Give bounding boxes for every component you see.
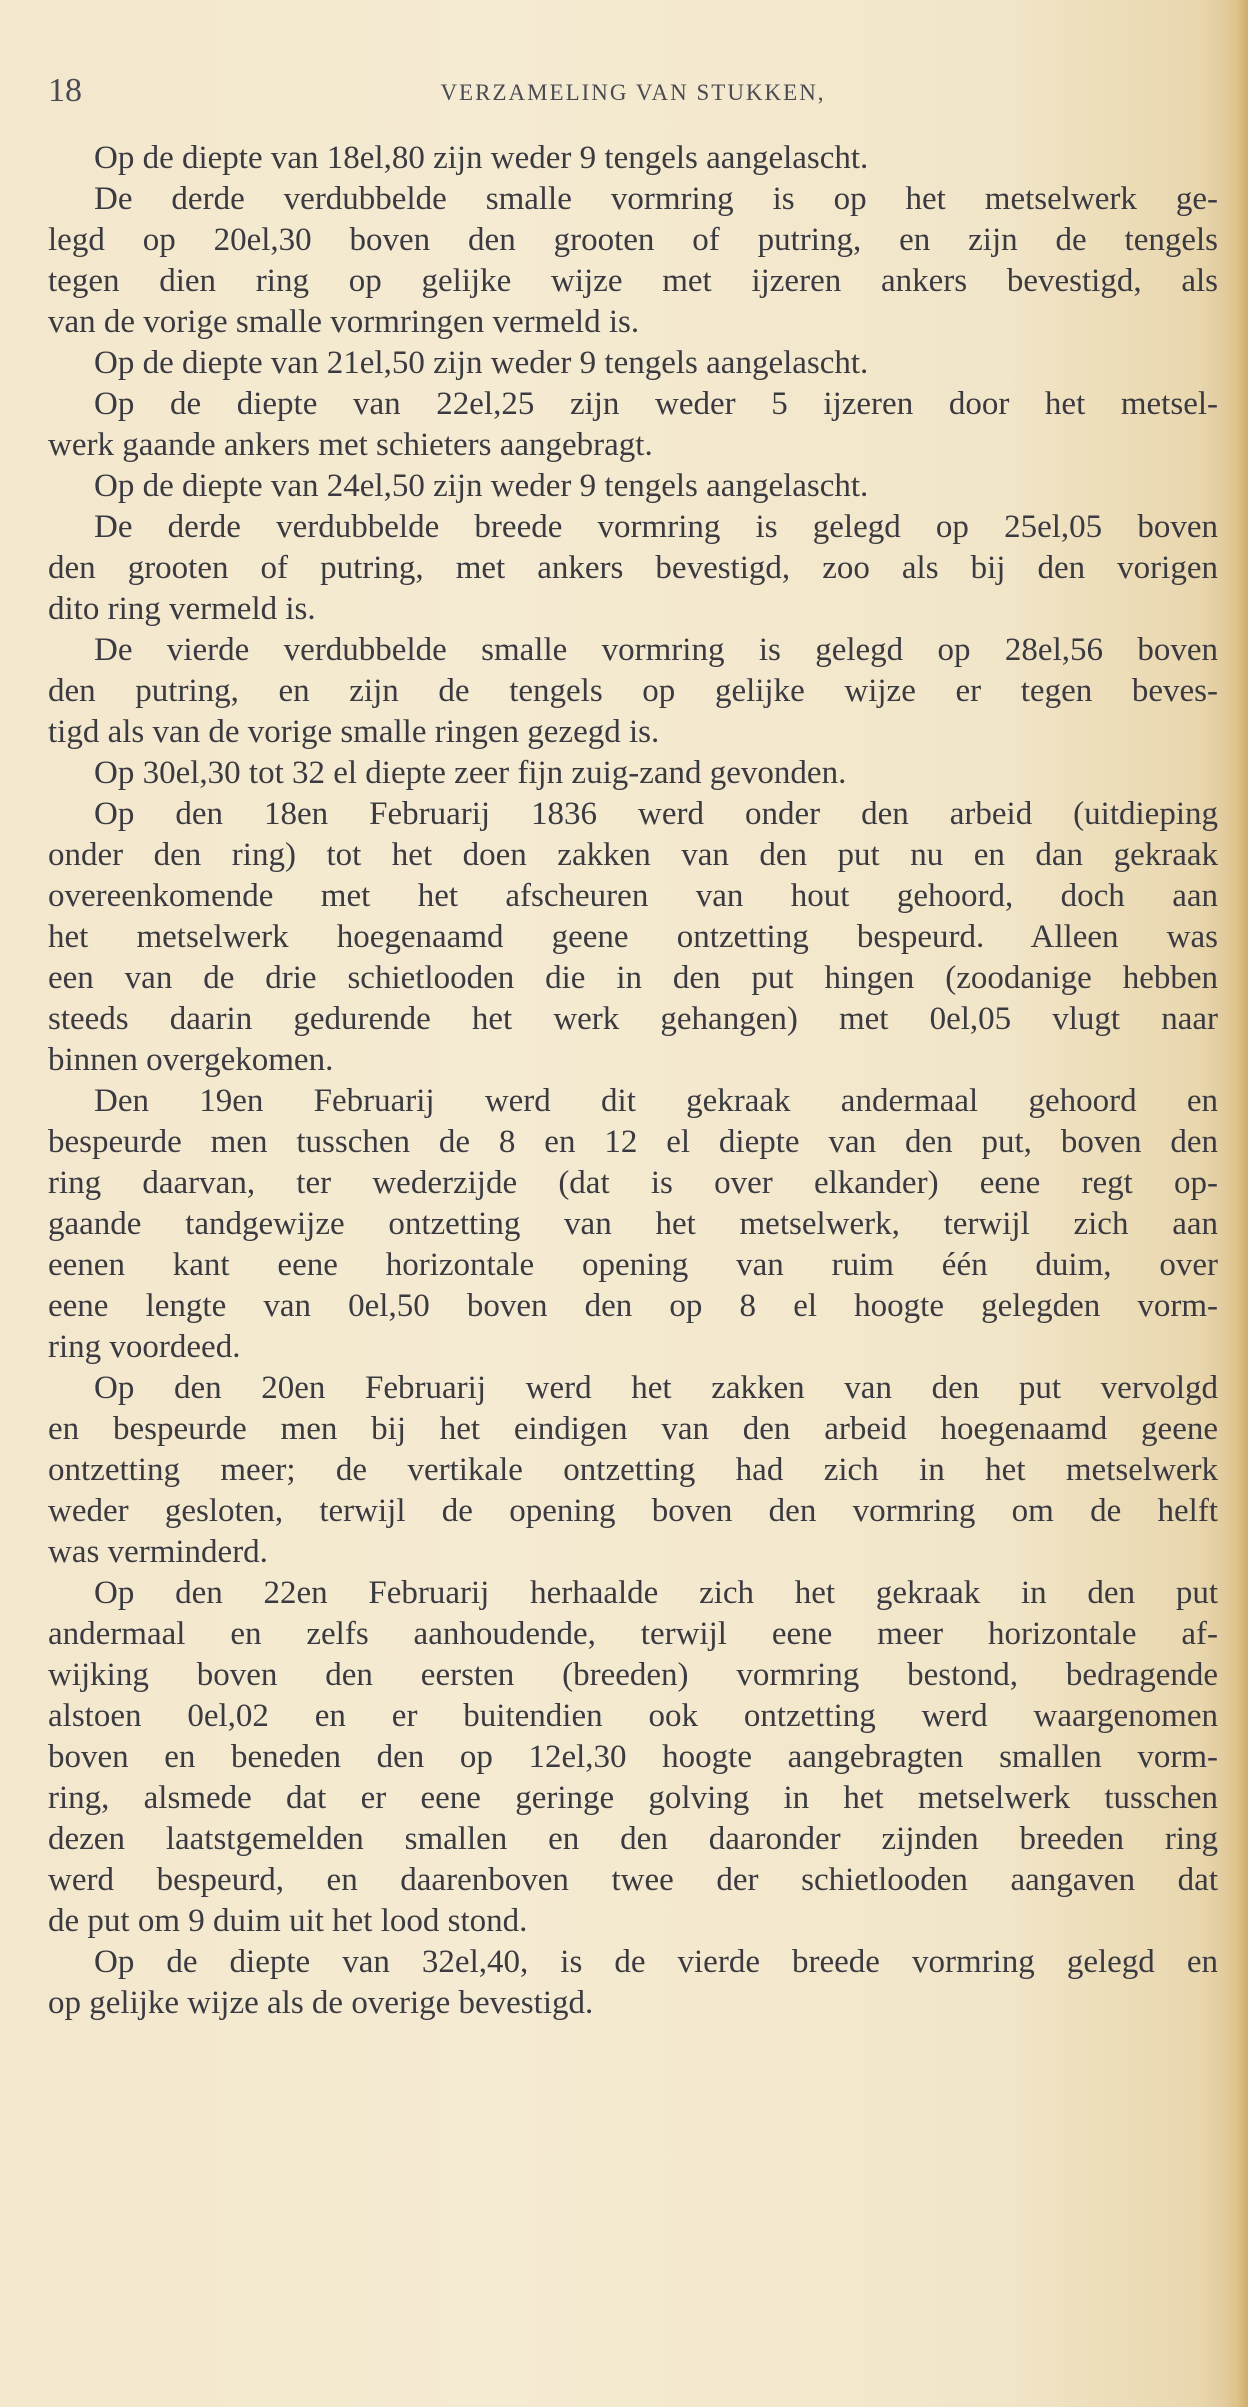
- text-line: den grooten of putring, met ankers bevestigd, zoo als bij den vorigen: [48, 550, 1218, 586]
- text-line: Op den 22en Februarij herhaalde zich het gekraak in den put: [94, 1575, 1218, 1611]
- text-line: eene lengte van 0el,50 boven den op 8 el hoogte gelegden vorm-: [48, 1288, 1218, 1324]
- text-line: boven en beneden den op 12el,30 hoogte aangebragten smallen vorm-: [48, 1739, 1218, 1775]
- text-line: werd bespeurd, en daarenboven twee der schietlooden aangaven dat: [48, 1862, 1218, 1898]
- paragraph: [48, 753, 1218, 794]
- paragraph: [48, 1081, 1218, 1368]
- text-line: het metselwerk hoegenaamd geene ontzetting bespeurd. Alleen was: [48, 919, 1218, 955]
- text-line: tigd als van de vorige smalle ringen gezegd is.: [48, 714, 660, 750]
- text-line: Op den 18en Februarij 1836 werd onder den arbeid (uitdieping: [94, 796, 1218, 832]
- text-line: legd op 20el,30 boven den grooten of putring, en zijn de tengels: [48, 222, 1218, 258]
- text-line: ontzetting meer; de vertikale ontzetting had zich in het metselwerk: [48, 1452, 1218, 1488]
- text-line: dito ring vermeld is.: [48, 591, 316, 627]
- text-line: wijking boven den eersten (breeden) vormring bestond, bedragende: [48, 1657, 1218, 1693]
- text-line: gaande tandgewijze ontzetting van het metselwerk, terwijl zich aan: [48, 1206, 1218, 1242]
- text-line: tegen dien ring op gelijke wijze met ijzeren ankers bevestigd, als: [48, 263, 1218, 299]
- text-line: ring, alsmede dat er eene geringe golving in het metselwerk tusschen: [48, 1780, 1218, 1816]
- text-line: Den 19en Februarij werd dit gekraak andermaal gehoord en: [94, 1083, 1218, 1119]
- text-line: overeenkomende met het afscheuren van hout gehoord, doch aan: [48, 878, 1218, 914]
- page-edge-shadow: [1224, 0, 1248, 2407]
- text-line: was verminderd.: [48, 1534, 268, 1570]
- paragraph: [48, 138, 1218, 179]
- text-line: onder den ring) tot het doen zakken van den put nu en dan gekraak: [48, 837, 1218, 873]
- text-line: werk gaande ankers met schieters aangebragt.: [48, 427, 653, 463]
- text-line: weder gesloten, terwijl de opening boven den vormring om de helft: [48, 1493, 1218, 1529]
- text-line: en bespeurde men bij het eindigen van den arbeid hoegenaamd geene: [48, 1411, 1218, 1447]
- page-number: 18: [48, 72, 82, 109]
- text-line: ring daarvan, ter wederzijde (dat is over elkander) eene regt op-: [48, 1165, 1218, 1201]
- paragraph: [48, 794, 1218, 1081]
- text-line: Op 30el,30 tot 32 el diepte zeer fijn zuig-zand gevonden.: [94, 755, 847, 791]
- text-line: Op de diepte van 32el,40, is de vierde breede vormring gelegd en: [94, 1944, 1218, 1980]
- text-line: Op de diepte van 21el,50 zijn weder 9 tengels aangelascht.: [94, 345, 869, 381]
- paragraph: [48, 179, 1218, 343]
- text-line: steeds daarin gedurende het werk gehangen) met 0el,05 vlugt naar: [48, 1001, 1218, 1037]
- paragraph: [48, 343, 1218, 384]
- text-line: Op den 20en Februarij werd het zakken van den put vervolgd: [94, 1370, 1218, 1406]
- text-line: De derde verdubbelde breede vormring is gelegd op 25el,05 boven: [94, 509, 1218, 545]
- text-line: op gelijke wijze als de overige bevestigd.: [48, 1985, 594, 2021]
- paragraph: [48, 466, 1218, 507]
- text-line: binnen overgekomen.: [48, 1042, 334, 1078]
- text-line: De derde verdubbelde smalle vormring is op het metselwerk ge-: [94, 181, 1218, 217]
- text-line: de put om 9 duim uit het lood stond.: [48, 1903, 528, 1939]
- text-line: Op de diepte van 18el,80 zijn weder 9 tengels aangelascht.: [94, 140, 869, 176]
- paragraph: [48, 1573, 1218, 1942]
- page-header: [48, 72, 1218, 122]
- paragraph: [48, 630, 1218, 753]
- body-text: [48, 138, 1218, 2024]
- text-line: Op de diepte van 24el,50 zijn weder 9 tengels aangelascht.: [94, 468, 869, 504]
- text-line: dezen laatstgemelden smallen en den daaronder zijnden breeden ring: [48, 1821, 1218, 1857]
- text-line: bespeurde men tusschen de 8 en 12 el diepte van den put, boven den: [48, 1124, 1218, 1160]
- running-title: VERZAMELING VAN STUKKEN,: [440, 80, 826, 105]
- text-line: eenen kant eene horizontale opening van ruim één duim, over: [48, 1247, 1218, 1283]
- paragraph: [48, 1942, 1218, 2024]
- text-line: De vierde verdubbelde smalle vormring is gelegd op 28el,56 boven: [94, 632, 1218, 668]
- text-line: den putring, en zijn de tengels op gelijke wijze er tegen beves-: [48, 673, 1218, 709]
- paragraph: [48, 1368, 1218, 1573]
- text-line: van de vorige smalle vormringen vermeld is.: [48, 304, 640, 340]
- text-line: ring voordeed.: [48, 1329, 241, 1365]
- paragraph: [48, 384, 1218, 466]
- paragraph: [48, 507, 1218, 630]
- text-line: een van de drie schietlooden die in den put hingen (zoodanige hebben: [48, 960, 1218, 996]
- text-line: alstoen 0el,02 en er buitendien ook ontzetting werd waargenomen: [48, 1698, 1218, 1734]
- text-line: Op de diepte van 22el,25 zijn weder 5 ijzeren door het metsel-: [94, 386, 1218, 422]
- text-line: andermaal en zelfs aanhoudende, terwijl eene meer horizontale af-: [48, 1616, 1218, 1652]
